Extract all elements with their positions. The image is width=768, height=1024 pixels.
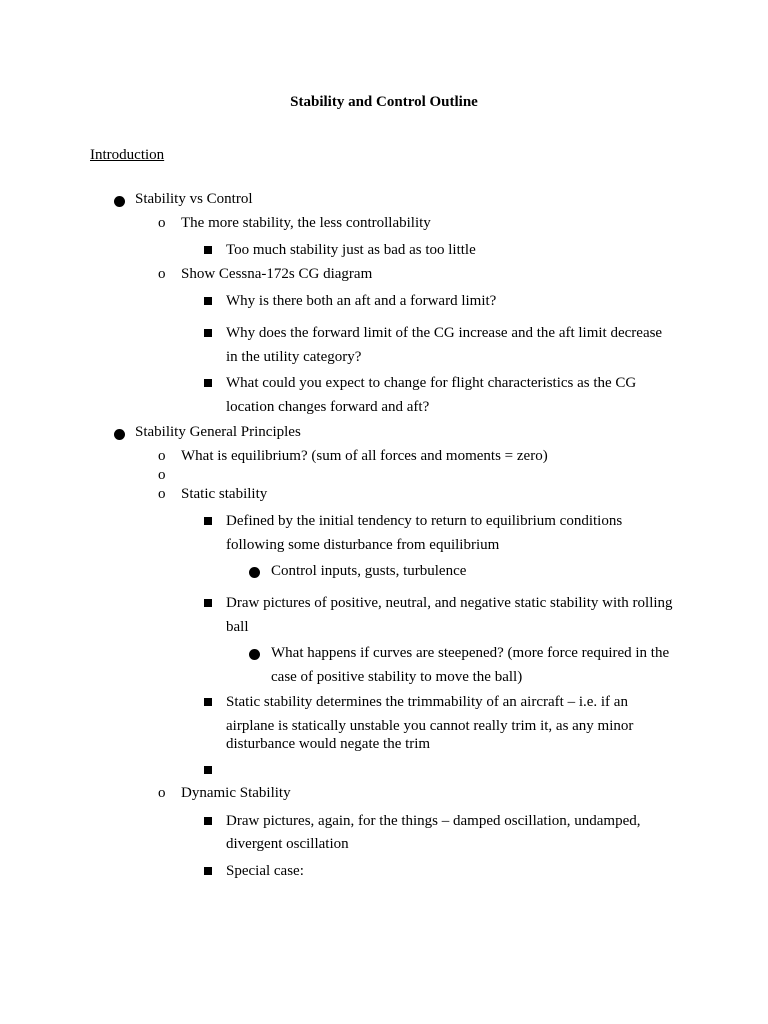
list-item: Draw pictures, again, for the things – damped oscillation, undamped, <box>226 813 641 829</box>
list-item-continuation: in the utility category? <box>226 349 362 365</box>
bullet-dot-icon <box>249 567 260 578</box>
list-item-continuation: case of positive stability to move the ball) <box>271 669 523 685</box>
list-item-continuation: airplane is statically unstable you cannot really trim it, as any minor <box>226 718 634 734</box>
list-item: Special case: <box>226 863 304 879</box>
bullet-circle-icon: o <box>158 486 166 502</box>
bullet-square-icon <box>204 379 212 387</box>
list-item: Stability General Principles <box>135 424 301 440</box>
list-item-continuation: divergent oscillation <box>226 836 349 852</box>
list-item: Control inputs, gusts, turbulence <box>271 563 467 579</box>
list-item: Draw pictures of positive, neutral, and negative static stability with rolling <box>226 595 673 611</box>
list-item: Show Cessna-172s CG diagram <box>181 266 373 282</box>
list-item-continuation: ball <box>226 619 249 635</box>
bullet-circle-icon: o <box>158 785 166 801</box>
bullet-circle-icon: o <box>158 266 166 282</box>
bullet-square-icon <box>204 517 212 525</box>
list-item: The more stability, the less controllability <box>181 215 431 231</box>
list-item-continuation: location changes forward and aft? <box>226 399 430 415</box>
list-item: What is equilibrium? (sum of all forces and moments = zero) <box>181 448 548 464</box>
bullet-square-icon <box>204 766 212 774</box>
bullet-square-icon <box>204 246 212 254</box>
list-item-continuation: disturbance would negate the trim <box>226 736 431 752</box>
section-heading: Introduction <box>90 147 165 163</box>
list-item-continuation: following some disturbance from equilibrium <box>226 537 500 553</box>
list-item: Too much stability just as bad as too little <box>226 242 476 258</box>
bullet-square-icon <box>204 698 212 706</box>
bullet-circle-icon: o <box>158 448 166 464</box>
list-item: Why does the forward limit of the CG increase and the aft limit decrease <box>226 325 663 341</box>
bullet-square-icon <box>204 599 212 607</box>
bullet-circle-icon: o <box>158 215 166 231</box>
list-item: What could you expect to change for flight characteristics as the CG <box>226 375 637 391</box>
list-item: What happens if curves are steepened? (more force required in the <box>271 645 670 661</box>
bullet-square-icon <box>204 329 212 337</box>
list-item: Static stability <box>181 486 268 502</box>
bullet-dot-icon <box>114 429 125 440</box>
bullet-square-icon <box>204 867 212 875</box>
bullet-square-icon <box>204 297 212 305</box>
list-item: Stability vs Control <box>135 191 253 207</box>
list-item: Why is there both an aft and a forward limit? <box>226 293 497 309</box>
bullet-square-icon <box>204 817 212 825</box>
list-item: Dynamic Stability <box>181 785 291 801</box>
page-title: Stability and Control Outline <box>290 94 478 110</box>
bullet-dot-icon <box>249 649 260 660</box>
list-item: Static stability determines the trimmability of an aircraft – i.e. if an <box>226 694 628 710</box>
bullet-circle-icon: o <box>158 467 166 483</box>
bullet-dot-icon <box>114 196 125 207</box>
list-item: Defined by the initial tendency to return to equilibrium conditions <box>226 513 623 529</box>
